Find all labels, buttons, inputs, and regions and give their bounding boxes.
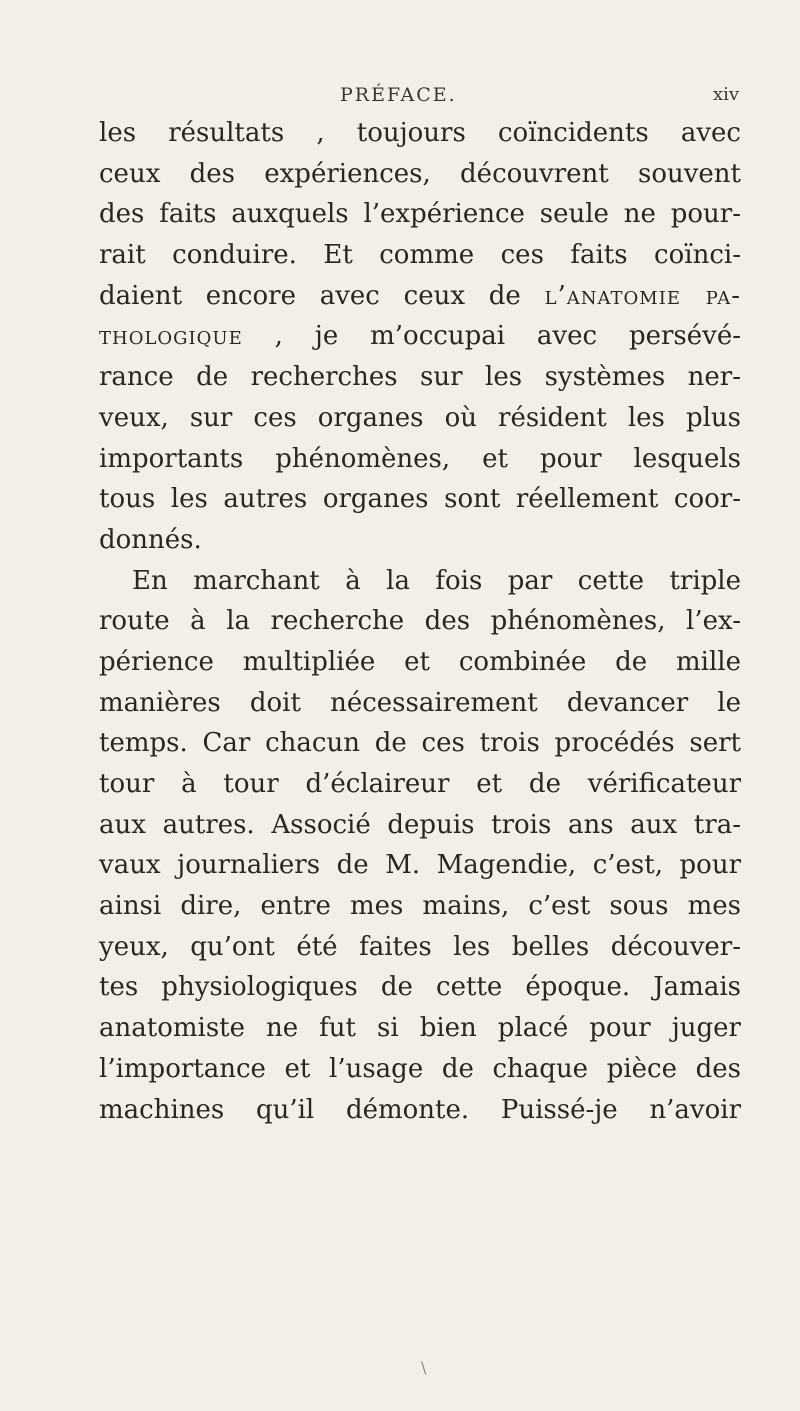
text-line: ceux des expériences, découvrent souvent	[99, 158, 741, 189]
text-line: temps. Car chacun de ces trois procédés sert	[99, 728, 741, 759]
text-line: périence multipliée et combinée de mille	[99, 646, 741, 677]
line-text: daient encore avec ceux de	[99, 280, 521, 311]
small-caps-term: l’anatomie pa-	[544, 280, 741, 311]
text-line: l’importance et l’usage de chaque pièce des	[99, 1053, 741, 1084]
text-body	[99, 113, 741, 1130]
text-line: anatomiste ne fut si bien placé pour juger	[99, 1013, 741, 1044]
footer-mark: \	[421, 1358, 427, 1377]
text-line: ainsi dire, entre mes mains, c’est sous mes	[99, 891, 741, 922]
page-number: xiv	[713, 84, 740, 105]
line-text: , je m’occupai avec persévé-	[274, 321, 742, 352]
text-line: manières doit nécessairement devancer le	[99, 687, 741, 718]
text-line: tes physiologiques de cette époque. Jamais	[99, 972, 741, 1003]
text-line	[99, 316, 741, 357]
text-line: importants phénomènes, et pour lesquels	[99, 443, 741, 474]
text-line: rait conduire. Et comme ces faits coïnci-	[99, 240, 741, 271]
text-line: donnés.	[99, 524, 202, 555]
text-line: aux autres. Associé depuis trois ans aux tra-	[99, 809, 741, 840]
small-caps-term: thologique	[99, 321, 243, 352]
text-line: machines qu’il démonte. Puissé-je n’avoir	[99, 1094, 741, 1125]
text-line: tous les autres organes sont réellement coor-	[99, 484, 741, 515]
running-head: PRÉFACE.	[340, 84, 457, 106]
text-line: route à la recherche des phénomènes, l’ex-	[99, 606, 741, 637]
text-line: des faits auxquels l’expérience seule ne pour-	[99, 199, 741, 230]
text-line: yeux, qu’ont été faites les belles découver-	[99, 931, 741, 962]
text-line	[99, 276, 741, 317]
text-line: veux, sur ces organes où résident les plus	[99, 402, 741, 433]
text-line: rance de recherches sur les systèmes ner-	[99, 362, 741, 393]
text-line: vaux journaliers de M. Magendie, c’est, pour	[99, 850, 741, 881]
page-header	[0, 84, 800, 114]
text-line: tour à tour d’éclaireur et de vérificateur	[99, 769, 741, 799]
text-line: En marchant à la fois par cette triple	[132, 565, 741, 596]
text-line: les résultats , toujours coïncidents avec	[99, 118, 741, 148]
